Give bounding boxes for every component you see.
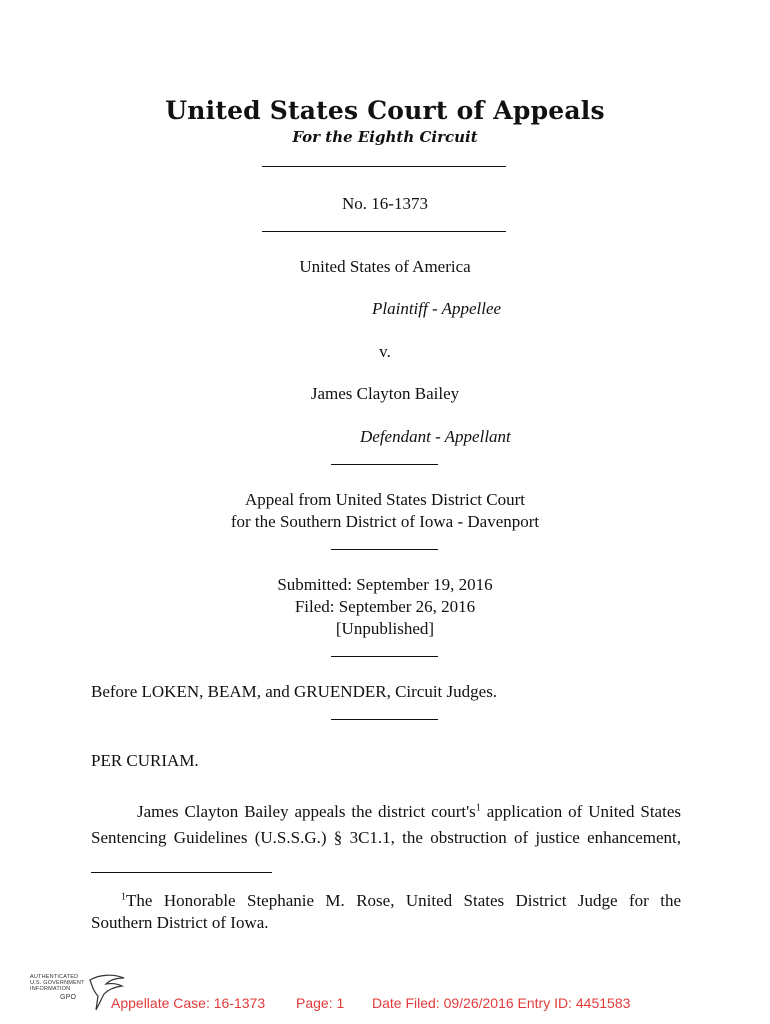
- footnote-text: The Honorable Stephanie M. Rose, United States District Judge for the: [126, 891, 681, 910]
- short-divider: [331, 719, 438, 720]
- gpo-seal-text: U.S. GOVERNMENT: [30, 980, 85, 986]
- gpo-seal-text: GPO: [60, 994, 77, 1001]
- appeal-line-1: Appeal from United States District Court: [245, 490, 525, 509]
- footer-case-number: Appellate Case: 16-1373: [111, 995, 266, 1011]
- plaintiff-name: United States of America: [299, 257, 471, 276]
- defendant-role: Defendant - Appellant: [360, 427, 511, 446]
- short-divider: [331, 464, 438, 465]
- opinion-text: James Clayton Bailey appeals the district court's: [137, 802, 476, 821]
- publication-status: [Unpublished]: [335, 619, 435, 638]
- panel-judges: Before LOKEN, BEAM, and GRUENDER, Circuit Judges.: [91, 682, 498, 701]
- footer-date-entry: Date Filed: 09/26/2016 Entry ID: 4451583: [372, 995, 631, 1011]
- opinion-heading: PER CURIAM.: [91, 751, 199, 770]
- divider: [262, 166, 506, 167]
- footnote-line-2: Southern District of Iowa.: [91, 913, 269, 932]
- circuit-subtitle: For the Eighth Circuit: [292, 128, 478, 146]
- footnote-reference: 1: [475, 802, 481, 814]
- opinion-text: application of United States: [480, 802, 681, 821]
- gpo-seal-text: AUTHENTICATED: [30, 974, 79, 980]
- gpo-seal-text: INFORMATION: [30, 986, 71, 992]
- appeal-line-2: for the Southern District of Iowa - Davenport: [230, 512, 540, 531]
- defendant-name: James Clayton Bailey: [310, 384, 460, 403]
- filed-date: Filed: September 26, 2016: [294, 597, 476, 616]
- plaintiff-role: Plaintiff - Appellee: [372, 299, 502, 318]
- opinion-line-2: Sentencing Guidelines (U.S.S.G.) § 3C1.1, the obstruction of justice enhancement,: [91, 828, 681, 847]
- opinion-line-1: [137, 801, 681, 822]
- case-number: No. 16-1373: [342, 194, 428, 213]
- gpo-authentication-seal: [30, 974, 110, 1014]
- court-title: United States Court of Appeals: [165, 96, 605, 125]
- footnote-line-1: [121, 890, 681, 911]
- footnote-mark: 1: [121, 891, 126, 903]
- submitted-date: Submitted: September 19, 2016: [277, 575, 493, 594]
- short-divider: [331, 549, 438, 550]
- short-divider: [331, 656, 438, 657]
- divider: [262, 231, 506, 232]
- footnote-separator: [91, 872, 272, 873]
- footer-page-number: Page: 1: [296, 995, 345, 1011]
- versus: v.: [379, 342, 391, 361]
